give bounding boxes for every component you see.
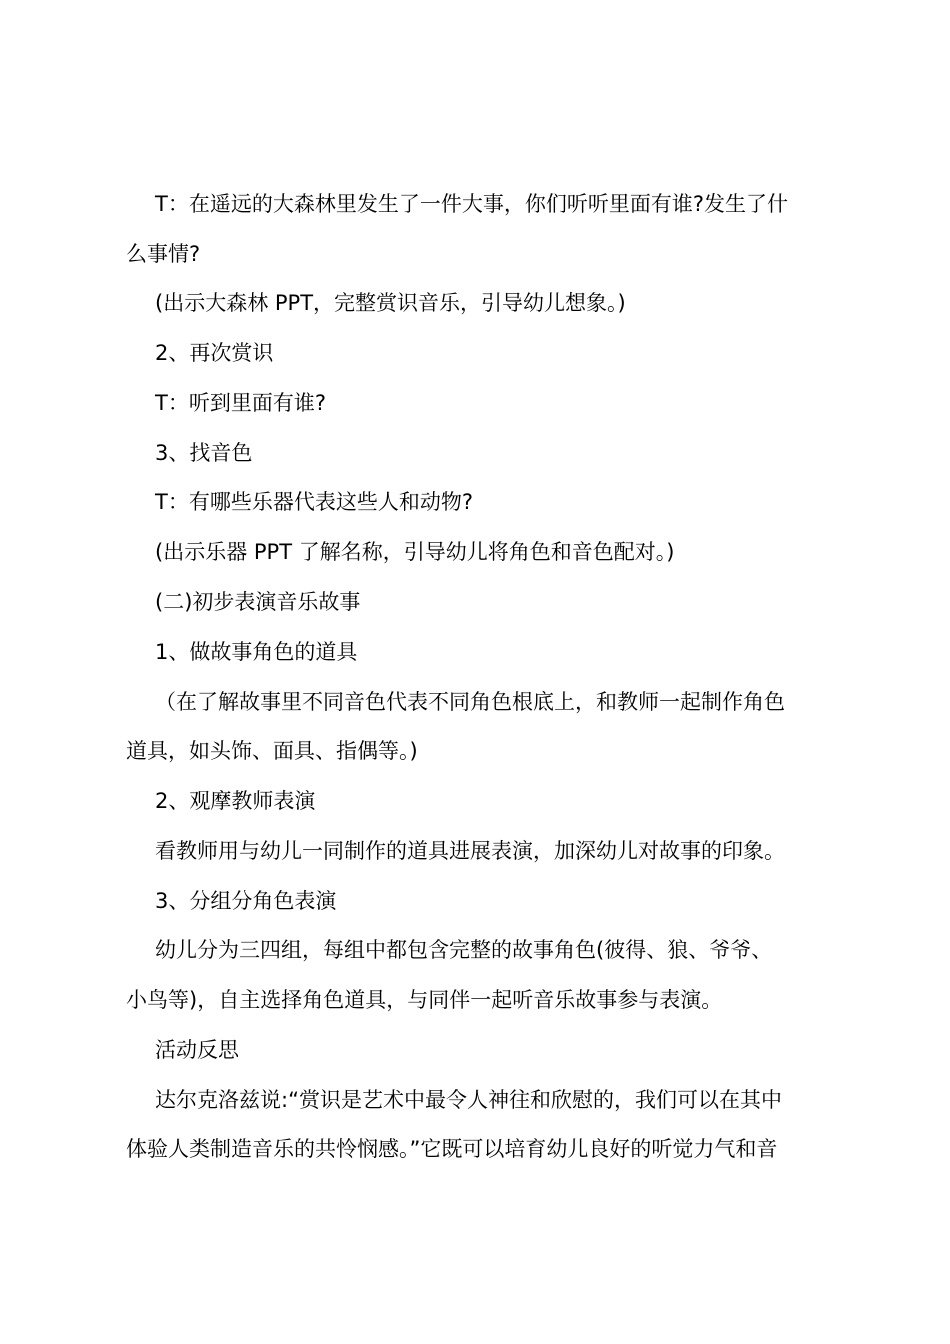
paragraph-line: 看教师用与幼儿一同制作的道具进展表演，加深幼儿对故事的印象。	[155, 839, 785, 863]
section-heading: 3、分组分角色表演	[155, 889, 337, 913]
paragraph-line: T：听到里面有谁?	[155, 391, 326, 415]
paragraph-line: T：有哪些乐器代表这些人和动物?	[155, 490, 473, 514]
paragraph-line: 达尔克洛兹说:“赏识是艺术中最令人神往和欣慰的，我们可以在其中	[155, 1088, 782, 1112]
section-heading: 2、再次赏识	[155, 341, 274, 365]
section-heading: 1、做故事角色的道具	[155, 640, 358, 664]
section-heading: 3、找音色	[155, 441, 253, 465]
paragraph-line: T：在遥远的大森林里发生了一件大事，你们听听里面有谁?发生了什	[155, 192, 788, 216]
paragraph-line: 小鸟等)，自主选择角色道具，与同伴一起听音乐故事参与表演。	[126, 988, 723, 1012]
paragraph-line: (出示乐器 PPT 了解名称，引导幼儿将角色和音色配对。)	[155, 540, 675, 564]
section-heading: 活动反思	[155, 1038, 239, 1062]
paragraph-line: 么事情?	[126, 242, 201, 266]
paragraph-line: 道具，如头饰、面具、指偶等。)	[126, 739, 418, 763]
paragraph-line: 体验人类制造音乐的共怜悯感。”它既可以培育幼儿良好的听觉力气和音	[126, 1137, 778, 1161]
section-heading: 2、观摩教师表演	[155, 789, 316, 813]
section-heading: (二)初步表演音乐故事	[155, 590, 361, 614]
paragraph-line: （在了解故事里不同音色代表不同角色根底上，和教师一起制作角色	[155, 690, 785, 714]
paragraph-line: 幼儿分为三四组，每组中都包含完整的故事角色(彼得、狼、爷爷、	[155, 938, 773, 962]
paragraph-line: (出示大森林 PPT，完整赏识音乐，引导幼儿想象。)	[155, 291, 626, 315]
